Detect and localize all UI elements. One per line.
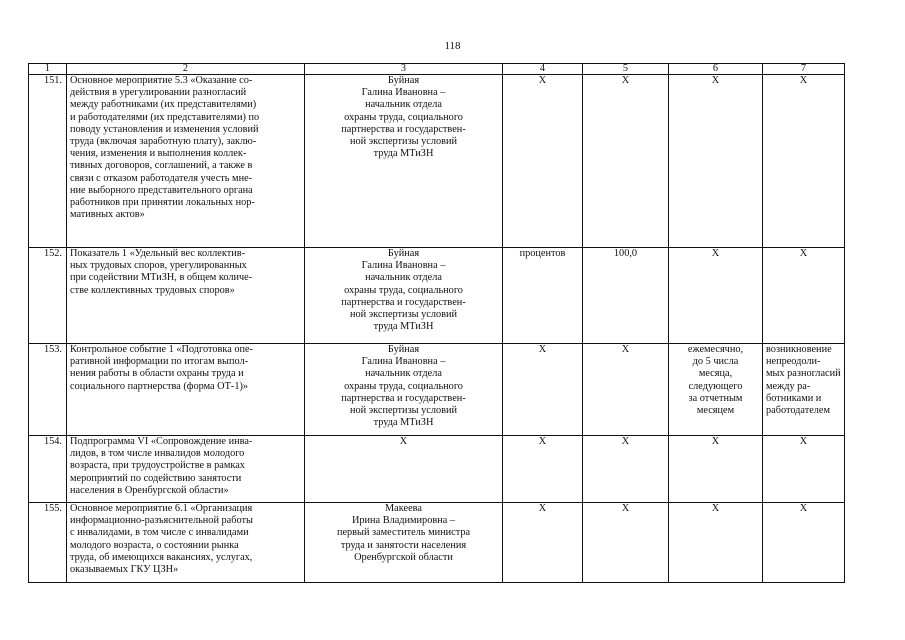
risk-text: Х <box>799 503 808 514</box>
table-row <box>29 503 845 583</box>
risk-cell <box>763 75 845 248</box>
measure-name-text: Основное мероприятие 6.1 «Организация информационно-разъяснительной работы с инвалидами, в том числе с инвалидами молодого возраста, о состоянии рынка труда, об имеющихся вакансиях, услугах, оказываемых ГКУ ЦЗН» <box>70 503 253 576</box>
responsible-text: Буйная Галина Ивановна – начальник отдела охраны труда, социального партнерства и государствен- ной экспертизы условий труда МТиЗН <box>341 75 466 160</box>
risk-text: Х <box>799 75 808 86</box>
unit-cell: Х <box>503 344 583 436</box>
table-row <box>29 436 845 503</box>
unit-cell: Х <box>503 436 583 503</box>
row-number: 154. <box>29 436 67 503</box>
measure-name-text: Показатель 1 «Удельный вес коллектив- ных трудовых споров, урегулированных при содействии МТиЗН, в общем количе- стве коллективных трудовых споров» <box>70 248 253 296</box>
value-cell: Х <box>583 75 669 248</box>
measure-name-text: Подпрограмма VI «Сопровождение инва- лидов, в том числе инвалидов молодого возраста, при трудоустройстве в рамках мероприятий по содействию занятости населения в Оренбургской области» <box>70 436 253 496</box>
risk-text: Х <box>799 248 808 259</box>
risk-cell <box>763 436 845 503</box>
measure-name-text: Контрольное событие 1 «Подготовка опе- ративной информации по итогам выпол- нения работы в области охраны труда и социального партнерства (форма ОТ-1)» <box>70 344 253 392</box>
deadline-text: Х <box>711 75 720 86</box>
column-header-5: 5 <box>583 64 669 75</box>
column-header-4: 4 <box>503 64 583 75</box>
responsible-text: Макеева Ирина Владимировна – первый заместитель министра труда и занятости населения Оренбургской области <box>336 503 471 563</box>
measure-name <box>67 503 305 583</box>
table-row <box>29 75 845 248</box>
row-number: 153. <box>29 344 67 436</box>
measure-name <box>67 344 305 436</box>
responsible-person <box>305 75 503 248</box>
responsible-person <box>305 344 503 436</box>
measure-name <box>67 248 305 344</box>
deadline-cell <box>669 248 763 344</box>
responsible-text: Х <box>399 436 408 447</box>
responsible-person <box>305 503 503 583</box>
page-number: 118 <box>444 40 461 52</box>
responsible-person <box>305 436 503 503</box>
program-table <box>28 63 845 583</box>
deadline-cell <box>669 436 763 503</box>
risk-cell <box>763 503 845 583</box>
column-header-7: 7 <box>763 64 845 75</box>
row-number: 151. <box>29 75 67 248</box>
responsible-person <box>305 248 503 344</box>
column-header-1: 1 <box>29 64 67 75</box>
unit-cell: процентов <box>503 248 583 344</box>
deadline-cell <box>669 344 763 436</box>
risk-cell <box>763 248 845 344</box>
value-cell: Х <box>583 344 669 436</box>
deadline-cell <box>669 503 763 583</box>
risk-text: возникновение непреодоли- мых разногласий между ра- ботниками и работодателем <box>766 344 841 417</box>
header-row <box>29 64 845 75</box>
deadline-text: ежемесячно, до 5 числа месяца, следующего за отчетным месяцем <box>687 344 744 417</box>
deadline-text: Х <box>711 436 720 447</box>
value-cell: 100,0 <box>583 248 669 344</box>
measure-name-text: Основное мероприятие 5.3 «Оказание со- действия в урегулировании разногласий между работниками (их представителями) и работодателями (их представителями) по поводу установления и изменения условий труда (включая заработную плату), заклю- чения, изменения и выполнения коллек- тивных договоров, соглашений, а также в связи с отказом работодателя учесть мне- ние выборного представительного органа работников при принятии локальных нор- мативных актов» <box>70 75 260 221</box>
table-row <box>29 248 845 344</box>
deadline-text: Х <box>711 248 720 259</box>
risk-cell <box>763 344 845 436</box>
table-row <box>29 344 845 436</box>
unit-cell: Х <box>503 503 583 583</box>
column-header-6: 6 <box>669 64 763 75</box>
measure-name <box>67 436 305 503</box>
deadline-text: Х <box>711 503 720 514</box>
value-cell: Х <box>583 503 669 583</box>
column-header-3: 3 <box>305 64 503 75</box>
risk-text: Х <box>799 436 808 447</box>
responsible-text: Буйная Галина Ивановна – начальник отдела охраны труда, социального партнерства и государствен- ной экспертизы условий труда МТиЗН <box>341 248 466 333</box>
value-cell: Х <box>583 436 669 503</box>
column-header-2: 2 <box>67 64 305 75</box>
row-number: 152. <box>29 248 67 344</box>
row-number: 155. <box>29 503 67 583</box>
unit-cell: Х <box>503 75 583 248</box>
responsible-text: Буйная Галина Ивановна – начальник отдела охраны труда, социального партнерства и государствен- ной экспертизы условий труда МТиЗН <box>341 344 466 429</box>
measure-name <box>67 75 305 248</box>
deadline-cell <box>669 75 763 248</box>
